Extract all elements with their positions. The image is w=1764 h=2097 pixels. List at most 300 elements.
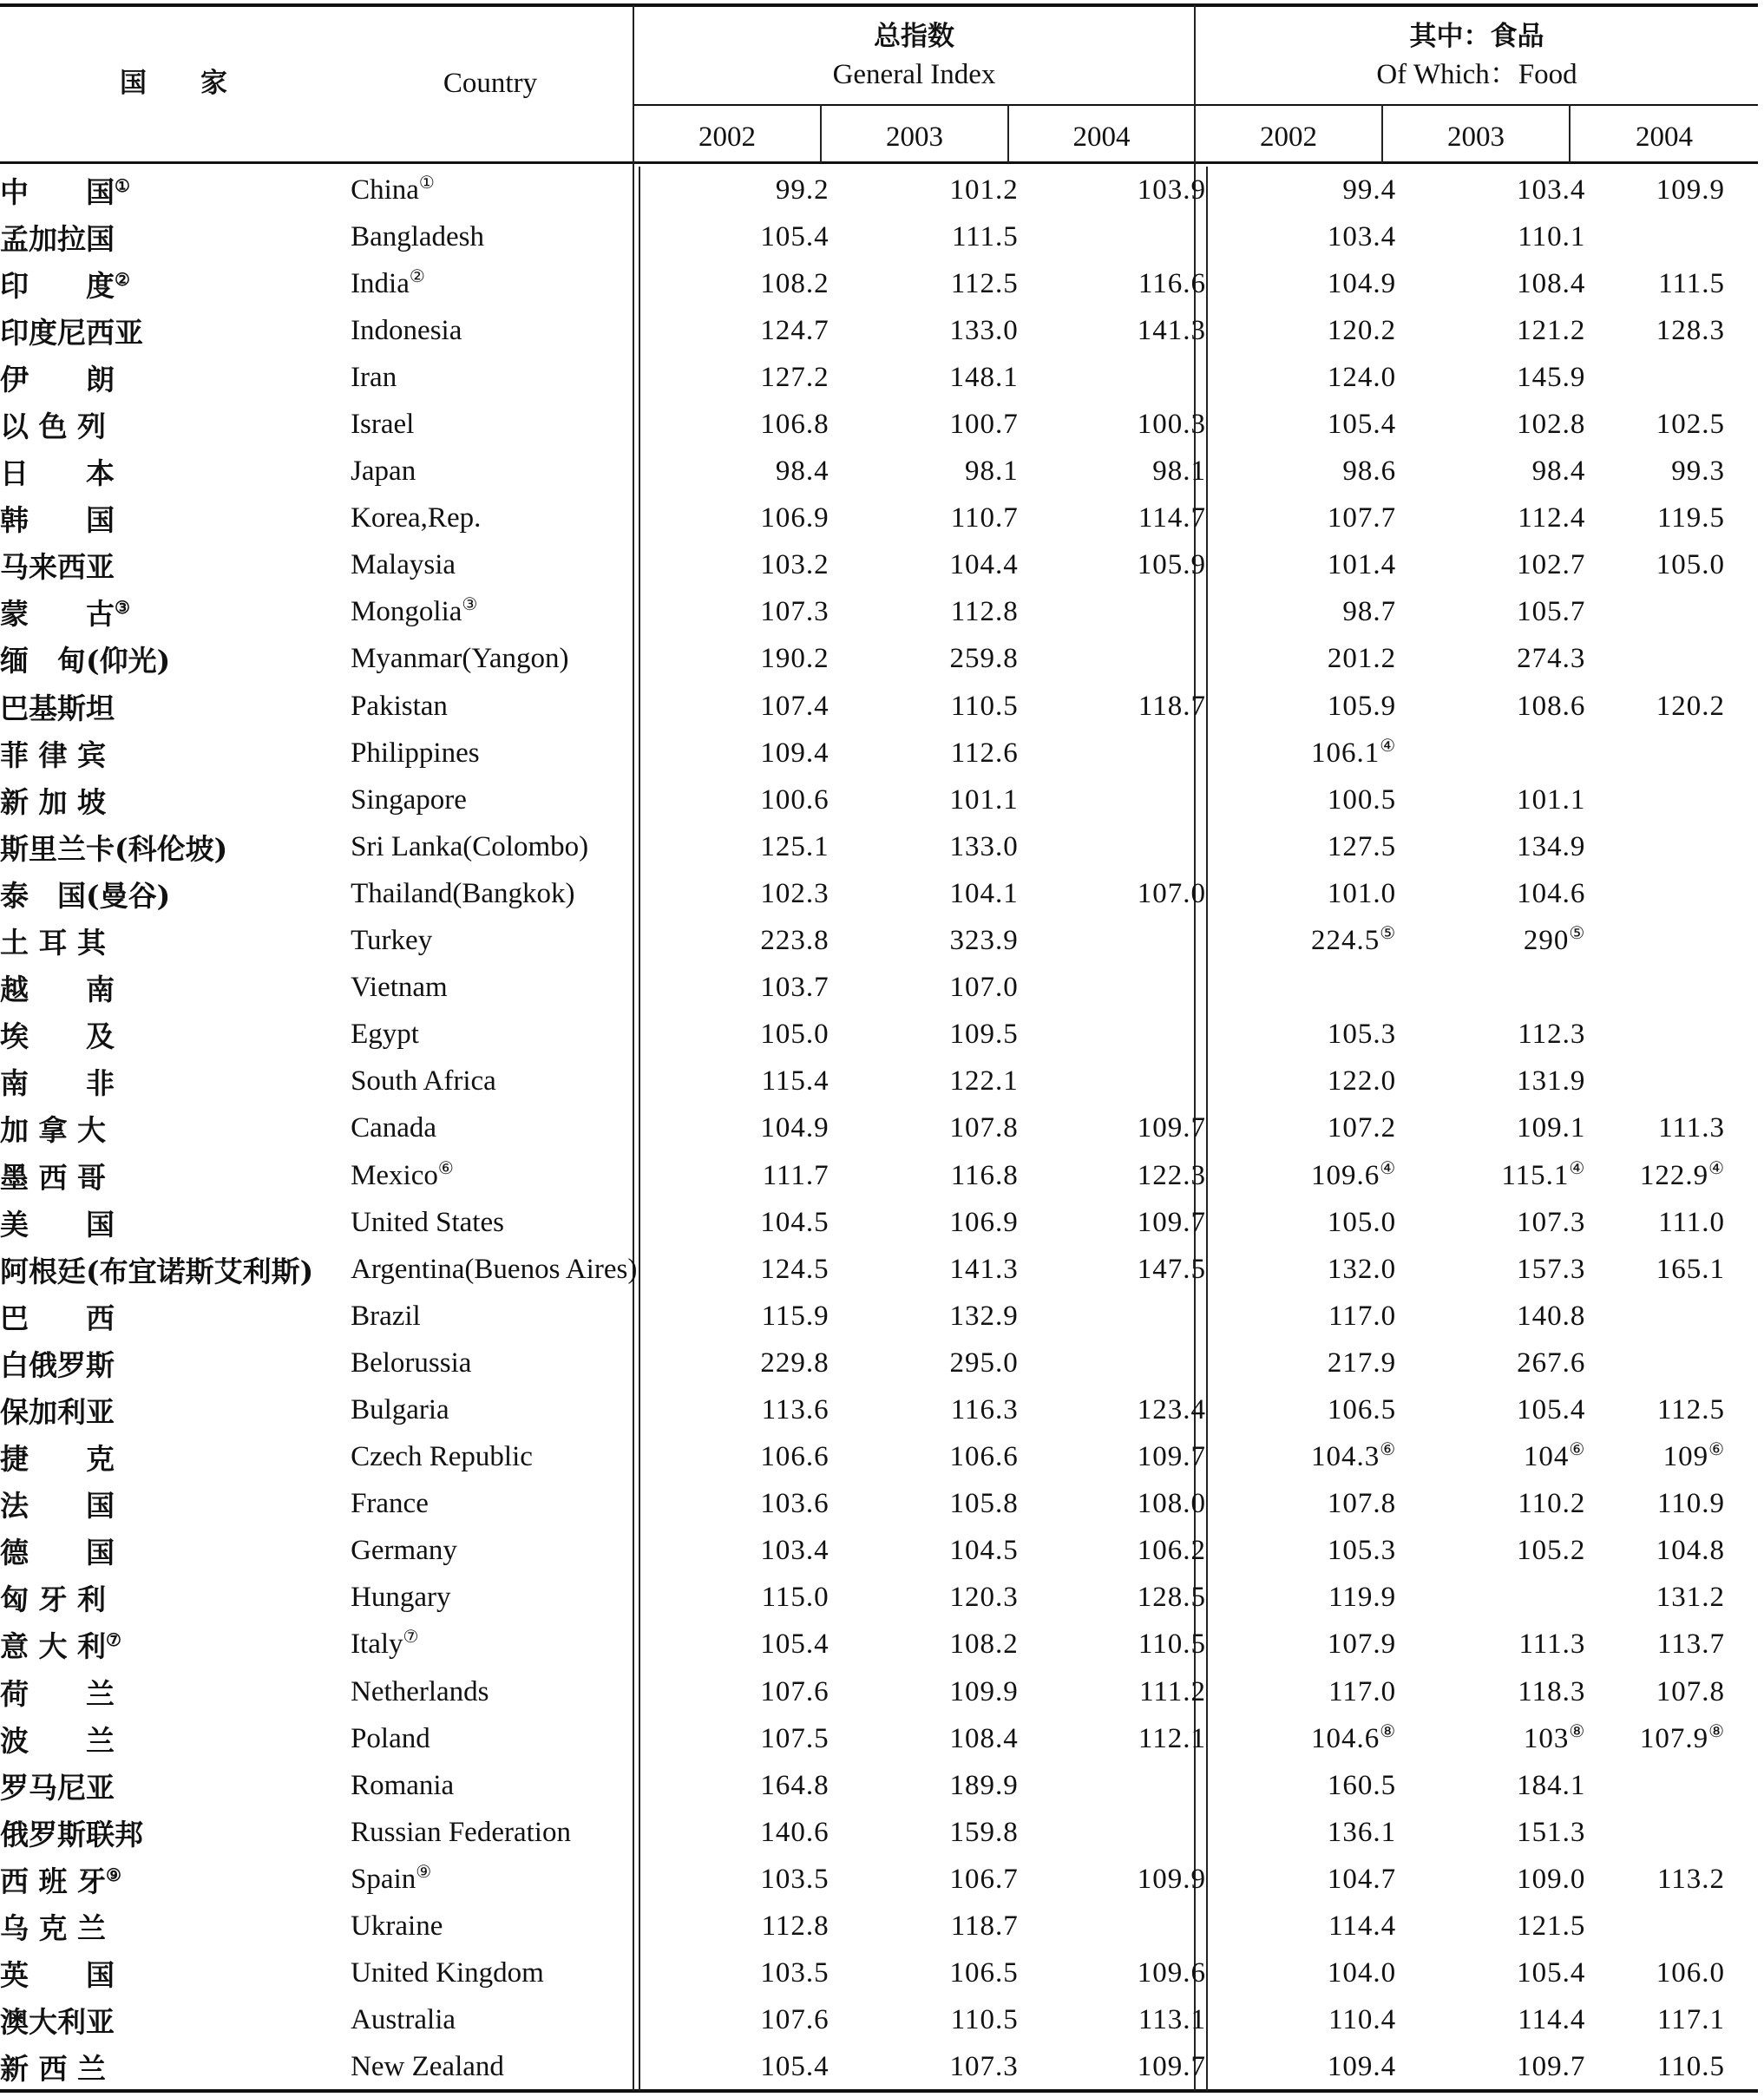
country-en-cell bbox=[351, 1762, 639, 1809]
country-zh-cell bbox=[0, 1856, 351, 1903]
general-2002-cell-text: 106.8 bbox=[760, 409, 830, 441]
food-2002-cell-text: 107.2 bbox=[1327, 1112, 1397, 1144]
general-2003-cell-text: 98.1 bbox=[965, 455, 1019, 488]
food-2002-cell bbox=[1207, 1012, 1396, 1058]
food-2003-cell-text: 109.0 bbox=[1517, 1863, 1586, 1895]
general-2002-cell bbox=[639, 1246, 829, 1293]
country-zh-cell-text: 美 国 bbox=[0, 1207, 115, 1242]
country-en-cell-text: Turkey bbox=[351, 925, 433, 957]
food-2003-cell-text: 105.7 bbox=[1517, 596, 1586, 628]
food-2003-cell-text: 145.9 bbox=[1517, 361, 1586, 393]
general-2004-cell bbox=[1019, 1903, 1207, 1950]
food-2004-cell-text: 117.1 bbox=[1656, 2004, 1725, 2036]
footnote-marker: ⑥ bbox=[1708, 1440, 1725, 1460]
food-2002-cell bbox=[1207, 1575, 1396, 1622]
food-2004-cell bbox=[1585, 2044, 1725, 2091]
table-row bbox=[0, 1997, 1725, 2044]
country-en-cell-text: Pakistan bbox=[351, 690, 448, 722]
general-2004-cell bbox=[1019, 1622, 1207, 1668]
food-2003-cell-text: 108.6 bbox=[1517, 690, 1586, 722]
header-country-en-text: Country bbox=[443, 68, 538, 99]
table-row bbox=[0, 307, 1725, 354]
country-en-cell bbox=[351, 1199, 639, 1246]
country-en-cell-text: Israel bbox=[351, 409, 415, 441]
table-row bbox=[0, 1434, 1725, 1481]
general-2002-cell bbox=[639, 683, 829, 730]
food-2004-cell bbox=[1585, 495, 1725, 542]
country-zh-cell-text: 英 国 bbox=[0, 1958, 115, 1993]
country-zh-cell-text: 斯里兰卡(科伦坡) bbox=[0, 831, 228, 866]
food-2004-cell bbox=[1585, 1152, 1725, 1199]
food-2003-cell-text: 121.5 bbox=[1517, 1910, 1586, 1943]
country-en-cell bbox=[351, 777, 639, 823]
general-2003-cell bbox=[830, 1058, 1019, 1105]
general-2002-cell bbox=[639, 823, 829, 870]
footnote-marker: ④ bbox=[1708, 1158, 1725, 1178]
food-2002-cell-text: 98.6 bbox=[1342, 455, 1397, 488]
country-zh-cell bbox=[0, 777, 351, 823]
food-2004-cell bbox=[1585, 1386, 1725, 1433]
general-2003-cell-text: 118.7 bbox=[950, 1910, 1019, 1943]
general-2002-cell bbox=[639, 1668, 829, 1715]
general-2002-cell-text: 107.4 bbox=[760, 690, 830, 722]
food-2004-cell-text: 106.0 bbox=[1656, 1957, 1725, 1989]
food-2002-cell bbox=[1207, 777, 1396, 823]
general-2003-cell-text: 104.5 bbox=[949, 1535, 1019, 1567]
general-2004-cell-text: 113.1 bbox=[1138, 2004, 1206, 2036]
food-2004-cell bbox=[1585, 1950, 1725, 1997]
year-header: 2003 bbox=[886, 121, 943, 153]
country-en-cell-text: Malaysia bbox=[351, 549, 456, 581]
general-2004-cell-text: 112.1 bbox=[1138, 1722, 1206, 1754]
general-2004-cell-text: 109.7 bbox=[1137, 2051, 1206, 2083]
country-zh-cell bbox=[0, 1903, 351, 1950]
year-header: 2004 bbox=[1636, 121, 1693, 153]
food-2004-cell bbox=[1585, 1058, 1725, 1105]
header-country-en bbox=[364, 64, 616, 102]
food-2003-cell bbox=[1396, 354, 1585, 401]
general-2004-cell-text: 128.5 bbox=[1137, 1582, 1206, 1614]
food-2004-cell bbox=[1585, 1528, 1725, 1575]
general-2004-cell bbox=[1019, 1762, 1207, 1809]
food-2002-cell-text: 99.4 bbox=[1342, 174, 1397, 206]
country-zh-cell-text: 加 拿 大 bbox=[0, 1113, 106, 1148]
country-zh-cell-text: 阿根廷(布宜诺斯艾利斯) bbox=[0, 1254, 314, 1288]
general-2003-cell bbox=[830, 1293, 1019, 1340]
country-en-cell bbox=[351, 918, 639, 965]
food-2002-cell bbox=[1207, 1762, 1396, 1809]
general-2003-cell-text: 110.5 bbox=[950, 690, 1019, 722]
food-2002-cell bbox=[1207, 1152, 1396, 1199]
food-2004-cell-text: 111.5 bbox=[1658, 267, 1725, 299]
table-row bbox=[0, 542, 1725, 589]
country-en-cell bbox=[351, 2044, 639, 2091]
country-zh-cell bbox=[0, 870, 351, 917]
food-2003-cell-text: 101.1 bbox=[1517, 783, 1586, 816]
country-zh-cell-text: 以 色 列 bbox=[0, 410, 106, 444]
food-2004-cell bbox=[1585, 260, 1725, 307]
country-zh-cell-text: 菲 律 宾 bbox=[0, 737, 106, 772]
food-2003-cell bbox=[1396, 1481, 1585, 1528]
general-2002-cell-text: 125.1 bbox=[760, 830, 830, 862]
general-2003-cell bbox=[830, 1246, 1019, 1293]
general-2002-cell-text: 124.5 bbox=[760, 1253, 830, 1285]
general-2003-cell bbox=[830, 1715, 1019, 1762]
food-2002-cell bbox=[1207, 213, 1396, 260]
year-header: 2002 bbox=[698, 121, 756, 153]
general-2003-cell-text: 107.3 bbox=[949, 2051, 1019, 2083]
country-zh-cell-text: 澳大利亚 bbox=[0, 2005, 115, 2040]
general-2002-cell-text: 104.5 bbox=[760, 1206, 830, 1238]
general-2003-cell-text: 108.4 bbox=[949, 1722, 1019, 1754]
country-en-cell-text: Mexico bbox=[351, 1159, 438, 1191]
food-2002-cell-text: 224.5 bbox=[1310, 925, 1380, 957]
food-2003-cell-text: 103.4 bbox=[1517, 174, 1586, 206]
table-row bbox=[0, 1152, 1725, 1199]
country-zh-cell bbox=[0, 1152, 351, 1199]
country-zh-cell bbox=[0, 1715, 351, 1762]
food-2004-cell bbox=[1585, 1762, 1725, 1809]
general-2002-cell-text: 103.4 bbox=[760, 1535, 830, 1567]
general-2002-cell bbox=[639, 401, 829, 448]
food-2004-cell bbox=[1585, 777, 1725, 823]
country-en-cell bbox=[351, 730, 639, 777]
general-2003-cell bbox=[830, 823, 1019, 870]
food-2004-cell-text: 107.9 bbox=[1639, 1722, 1709, 1754]
food-2003-cell bbox=[1396, 1575, 1585, 1622]
general-2002-cell-text: 115.0 bbox=[761, 1582, 830, 1614]
food-2002-cell bbox=[1207, 449, 1396, 495]
footnote-marker: ⑧ bbox=[1380, 1721, 1397, 1741]
food-2002-cell-text: 105.3 bbox=[1327, 1019, 1397, 1051]
food-2003-cell-text: 102.8 bbox=[1517, 409, 1586, 441]
table-row bbox=[0, 1340, 1725, 1386]
general-2002-cell-text: 105.4 bbox=[760, 1628, 830, 1661]
general-2003-cell bbox=[830, 777, 1019, 823]
general-2004-cell bbox=[1019, 918, 1207, 965]
table-row bbox=[0, 1246, 1725, 1293]
food-2002-cell bbox=[1207, 167, 1396, 213]
general-2002-cell bbox=[639, 1386, 829, 1433]
general-2004-cell bbox=[1019, 1575, 1207, 1622]
food-2002-cell bbox=[1207, 1293, 1396, 1340]
food-2003-cell bbox=[1396, 1246, 1585, 1293]
header-food-zh: 其中：食品 bbox=[1409, 21, 1544, 52]
footnote-marker: ⑧ bbox=[1708, 1721, 1725, 1741]
country-zh-cell bbox=[0, 1997, 351, 2044]
country-zh-cell bbox=[0, 1246, 351, 1293]
footnote-marker: ⑨ bbox=[416, 1862, 432, 1882]
food-2003-cell-text: 110.1 bbox=[1518, 220, 1586, 252]
food-2002-cell-text: 201.2 bbox=[1327, 643, 1397, 675]
food-2002-cell-text: 117.0 bbox=[1328, 1300, 1397, 1332]
food-2004-cell bbox=[1585, 1903, 1725, 1950]
food-2002-cell bbox=[1207, 683, 1396, 730]
country-zh-cell bbox=[0, 1386, 351, 1433]
table-row bbox=[0, 1105, 1725, 1152]
food-2003-cell-text: 98.4 bbox=[1531, 455, 1586, 488]
food-2004-cell bbox=[1585, 1622, 1725, 1668]
general-2004-cell bbox=[1019, 636, 1207, 683]
country-zh-cell bbox=[0, 449, 351, 495]
food-2002-cell-text: 109.4 bbox=[1327, 2051, 1397, 2083]
general-2004-cell bbox=[1019, 730, 1207, 777]
table-row bbox=[0, 260, 1725, 307]
table-row bbox=[0, 918, 1725, 965]
country-zh-cell bbox=[0, 918, 351, 965]
general-2002-cell-text: 109.4 bbox=[760, 737, 830, 769]
general-2002-cell bbox=[639, 918, 829, 965]
country-en-cell-text: Thailand(Bangkok) bbox=[351, 877, 575, 909]
country-en-cell-text: Vietnam bbox=[351, 972, 448, 1004]
general-2004-cell-text: 106.2 bbox=[1137, 1535, 1206, 1567]
general-2004-cell bbox=[1019, 1434, 1207, 1481]
general-2003-cell bbox=[830, 449, 1019, 495]
country-en-cell-text: Ukraine bbox=[351, 1910, 443, 1943]
food-2004-cell-text: 131.2 bbox=[1656, 1582, 1725, 1614]
group-header-rule bbox=[634, 104, 1758, 106]
food-2004-cell bbox=[1585, 307, 1725, 354]
general-2003-cell-text: 111.5 bbox=[951, 220, 1019, 252]
country-en-cell-text: China bbox=[351, 174, 419, 206]
footnote-marker: ⑨ bbox=[105, 1864, 121, 1885]
country-zh-cell bbox=[0, 683, 351, 730]
general-2002-cell-text: 112.8 bbox=[761, 1910, 830, 1943]
food-2003-cell-text: 109.7 bbox=[1517, 2051, 1586, 2083]
food-2002-cell bbox=[1207, 495, 1396, 542]
top-rule bbox=[0, 3, 1758, 7]
general-2003-cell bbox=[830, 354, 1019, 401]
general-2004-cell-text: 108.0 bbox=[1137, 1488, 1206, 1520]
general-2002-cell bbox=[639, 167, 829, 213]
country-zh-cell bbox=[0, 1340, 351, 1386]
header-country-zh bbox=[78, 64, 269, 102]
footnote-marker: ① bbox=[115, 174, 130, 196]
footnote-marker: ④ bbox=[1380, 1158, 1397, 1178]
country-zh-cell-text: 墨 西 哥 bbox=[0, 1160, 106, 1195]
general-2002-cell bbox=[639, 542, 829, 589]
country-zh-cell bbox=[0, 167, 351, 213]
country-en-cell bbox=[351, 1386, 639, 1433]
country-zh-cell bbox=[0, 1950, 351, 1997]
general-2002-cell-text: 107.6 bbox=[760, 2004, 830, 2036]
general-2002-cell bbox=[639, 1575, 829, 1622]
country-en-cell bbox=[351, 636, 639, 683]
general-2004-cell bbox=[1019, 401, 1207, 448]
general-2003-cell-text: 133.0 bbox=[949, 314, 1019, 346]
food-2002-cell-text: 109.6 bbox=[1310, 1159, 1380, 1191]
food-2004-cell bbox=[1585, 870, 1725, 917]
country-en-cell bbox=[351, 1434, 639, 1481]
general-2002-cell-text: 229.8 bbox=[760, 1347, 830, 1379]
country-zh-cell bbox=[0, 1199, 351, 1246]
food-2002-cell bbox=[1207, 1950, 1396, 1997]
table-row bbox=[0, 870, 1725, 917]
general-2003-cell-text: 106.7 bbox=[949, 1863, 1019, 1895]
food-2004-cell-text: 128.3 bbox=[1656, 314, 1725, 346]
food-2004-cell bbox=[1585, 542, 1725, 589]
general-2003-cell-text: 259.8 bbox=[949, 643, 1019, 675]
food-2003-cell-text: 103 bbox=[1523, 1722, 1570, 1754]
general-2002-cell-text: 100.6 bbox=[760, 783, 830, 816]
general-2002-cell-text: 107.3 bbox=[760, 596, 830, 628]
table-row bbox=[0, 1668, 1725, 1715]
food-2004-cell-text: 120.2 bbox=[1656, 690, 1725, 722]
food-2002-cell-text: 217.9 bbox=[1327, 1347, 1397, 1379]
food-2003-cell-text: 115.1 bbox=[1501, 1159, 1570, 1191]
country-en-cell-text: Singapore bbox=[351, 783, 467, 816]
general-2002-cell-text: 115.4 bbox=[761, 1065, 830, 1098]
country-en-cell-text: Indonesia bbox=[351, 314, 462, 346]
food-2003-cell bbox=[1396, 1340, 1585, 1386]
food-2003-cell bbox=[1396, 1012, 1585, 1058]
table-row bbox=[0, 167, 1725, 213]
table-row bbox=[0, 1903, 1725, 1950]
general-2002-cell bbox=[639, 1199, 829, 1246]
general-2004-cell bbox=[1019, 1856, 1207, 1903]
food-2002-cell bbox=[1207, 401, 1396, 448]
food-2003-cell bbox=[1396, 777, 1585, 823]
food-2004-cell bbox=[1585, 1012, 1725, 1058]
country-en-cell-text: Iran bbox=[351, 361, 397, 393]
food-2004-cell-text: 111.0 bbox=[1658, 1206, 1725, 1238]
general-2004-cell bbox=[1019, 1809, 1207, 1856]
food-2004-cell-text: 165.1 bbox=[1656, 1253, 1725, 1285]
food-2003-cell-text: 140.8 bbox=[1517, 1300, 1586, 1332]
food-2003-cell bbox=[1396, 1105, 1585, 1152]
food-2002-cell-text: 101.0 bbox=[1327, 877, 1397, 909]
food-2003-cell-text: 104 bbox=[1523, 1441, 1570, 1473]
general-2003-cell bbox=[830, 1152, 1019, 1199]
food-2004-cell-text: 104.8 bbox=[1656, 1535, 1725, 1567]
header-general-en: General Index bbox=[832, 59, 996, 90]
food-2003-cell bbox=[1396, 1199, 1585, 1246]
country-zh-cell bbox=[0, 636, 351, 683]
country-zh-cell-text: 中 国 bbox=[0, 174, 115, 209]
food-2002-cell bbox=[1207, 1199, 1396, 1246]
country-zh-cell bbox=[0, 213, 351, 260]
food-2004-cell bbox=[1585, 1575, 1725, 1622]
footnote-marker: ③ bbox=[462, 595, 478, 615]
country-en-cell-text: Belorussia bbox=[351, 1347, 472, 1379]
general-2002-cell-text: 98.4 bbox=[775, 455, 830, 488]
general-2002-cell bbox=[639, 870, 829, 917]
general-2003-cell-text: 100.7 bbox=[949, 409, 1019, 441]
general-2004-cell bbox=[1019, 1246, 1207, 1293]
country-en-cell bbox=[351, 354, 639, 401]
food-2004-cell bbox=[1585, 1199, 1725, 1246]
food-2002-cell bbox=[1207, 1481, 1396, 1528]
food-2004-cell bbox=[1585, 1809, 1725, 1856]
general-2004-cell bbox=[1019, 823, 1207, 870]
country-en-cell bbox=[351, 1950, 639, 1997]
country-zh-cell-text: 白俄罗斯 bbox=[0, 1347, 115, 1382]
footnote-marker: ④ bbox=[1569, 1158, 1586, 1178]
food-2003-cell-text: 118.3 bbox=[1518, 1675, 1586, 1707]
food-2002-cell bbox=[1207, 542, 1396, 589]
country-zh-cell-text: 越 南 bbox=[0, 973, 115, 1007]
general-2004-cell-text: 109.7 bbox=[1137, 1112, 1206, 1144]
country-zh-cell-text: 匈 牙 利 bbox=[0, 1583, 106, 1617]
country-en-cell bbox=[351, 1152, 639, 1199]
country-zh-cell-text: 印度尼西亚 bbox=[0, 315, 143, 350]
general-2004-cell bbox=[1019, 542, 1207, 589]
food-2002-cell-text: 104.3 bbox=[1310, 1441, 1380, 1473]
general-2004-cell-text: 110.5 bbox=[1138, 1628, 1206, 1661]
country-en-cell-text: Japan bbox=[351, 455, 416, 488]
food-2002-cell bbox=[1207, 2044, 1396, 2091]
general-2002-cell-text: 105.0 bbox=[760, 1019, 830, 1051]
general-2004-cell bbox=[1019, 777, 1207, 823]
country-en-cell-text: South Africa bbox=[351, 1065, 496, 1098]
general-2004-cell bbox=[1019, 307, 1207, 354]
country-en-cell bbox=[351, 449, 639, 495]
general-2004-cell-text: 103.9 bbox=[1137, 174, 1206, 206]
food-2004-cell-text: 109.9 bbox=[1656, 174, 1725, 206]
general-2004-cell bbox=[1019, 213, 1207, 260]
food-2002-cell bbox=[1207, 1903, 1396, 1950]
country-zh-cell-text: 孟加拉国 bbox=[0, 221, 115, 256]
country-en-cell-text: Myanmar(Yangon) bbox=[351, 643, 569, 675]
general-2003-cell bbox=[830, 1386, 1019, 1433]
food-2002-cell bbox=[1207, 918, 1396, 965]
food-2003-cell-text: 112.3 bbox=[1518, 1019, 1586, 1051]
food-2003-cell bbox=[1396, 1762, 1585, 1809]
general-2002-cell bbox=[639, 260, 829, 307]
table-row bbox=[0, 1012, 1725, 1058]
country-en-cell bbox=[351, 1668, 639, 1715]
general-2003-cell-text: 110.5 bbox=[950, 2004, 1019, 2036]
food-2004-cell bbox=[1585, 1856, 1725, 1903]
country-en-cell-text: Canada bbox=[351, 1112, 437, 1144]
table-row bbox=[0, 401, 1725, 448]
general-2004-cell bbox=[1019, 1386, 1207, 1433]
food-2003-cell bbox=[1396, 1950, 1585, 1997]
food-2002-cell bbox=[1207, 870, 1396, 917]
table-body bbox=[0, 167, 1725, 2091]
general-2003-cell-text: 107.0 bbox=[949, 972, 1019, 1004]
general-2003-cell bbox=[830, 1434, 1019, 1481]
general-2003-cell bbox=[830, 1012, 1019, 1058]
country-zh-cell-text: 罗马尼亚 bbox=[0, 1770, 115, 1805]
food-2003-cell bbox=[1396, 1809, 1585, 1856]
country-en-cell-text: Korea,Rep. bbox=[351, 502, 482, 534]
food-2003-cell bbox=[1396, 589, 1585, 636]
country-zh-cell bbox=[0, 1528, 351, 1575]
table-row bbox=[0, 354, 1725, 401]
general-2003-cell-text: 101.1 bbox=[949, 783, 1019, 816]
food-2004-cell bbox=[1585, 589, 1725, 636]
food-2002-cell-text: 114.4 bbox=[1328, 1910, 1397, 1943]
country-zh-cell-text: 捷 克 bbox=[0, 1442, 115, 1477]
country-zh-cell bbox=[0, 495, 351, 542]
food-2002-cell bbox=[1207, 589, 1396, 636]
food-2002-cell bbox=[1207, 260, 1396, 307]
footnote-marker: ② bbox=[409, 266, 425, 286]
food-2003-cell bbox=[1396, 213, 1585, 260]
food-2003-cell-text: 107.3 bbox=[1517, 1206, 1586, 1238]
food-2002-cell-text: 124.0 bbox=[1327, 361, 1397, 393]
food-2004-cell-text: 107.8 bbox=[1656, 1675, 1725, 1707]
country-zh-cell-text: 新 西 兰 bbox=[0, 2052, 106, 2087]
country-zh-cell-text: 巴基斯坦 bbox=[0, 691, 115, 725]
food-2003-cell bbox=[1396, 1152, 1585, 1199]
country-en-cell bbox=[351, 1809, 639, 1856]
country-en-cell-text: Spain bbox=[351, 1863, 416, 1895]
general-2004-cell bbox=[1019, 1012, 1207, 1058]
header-food bbox=[1196, 17, 1758, 94]
food-2002-cell bbox=[1207, 1622, 1396, 1668]
